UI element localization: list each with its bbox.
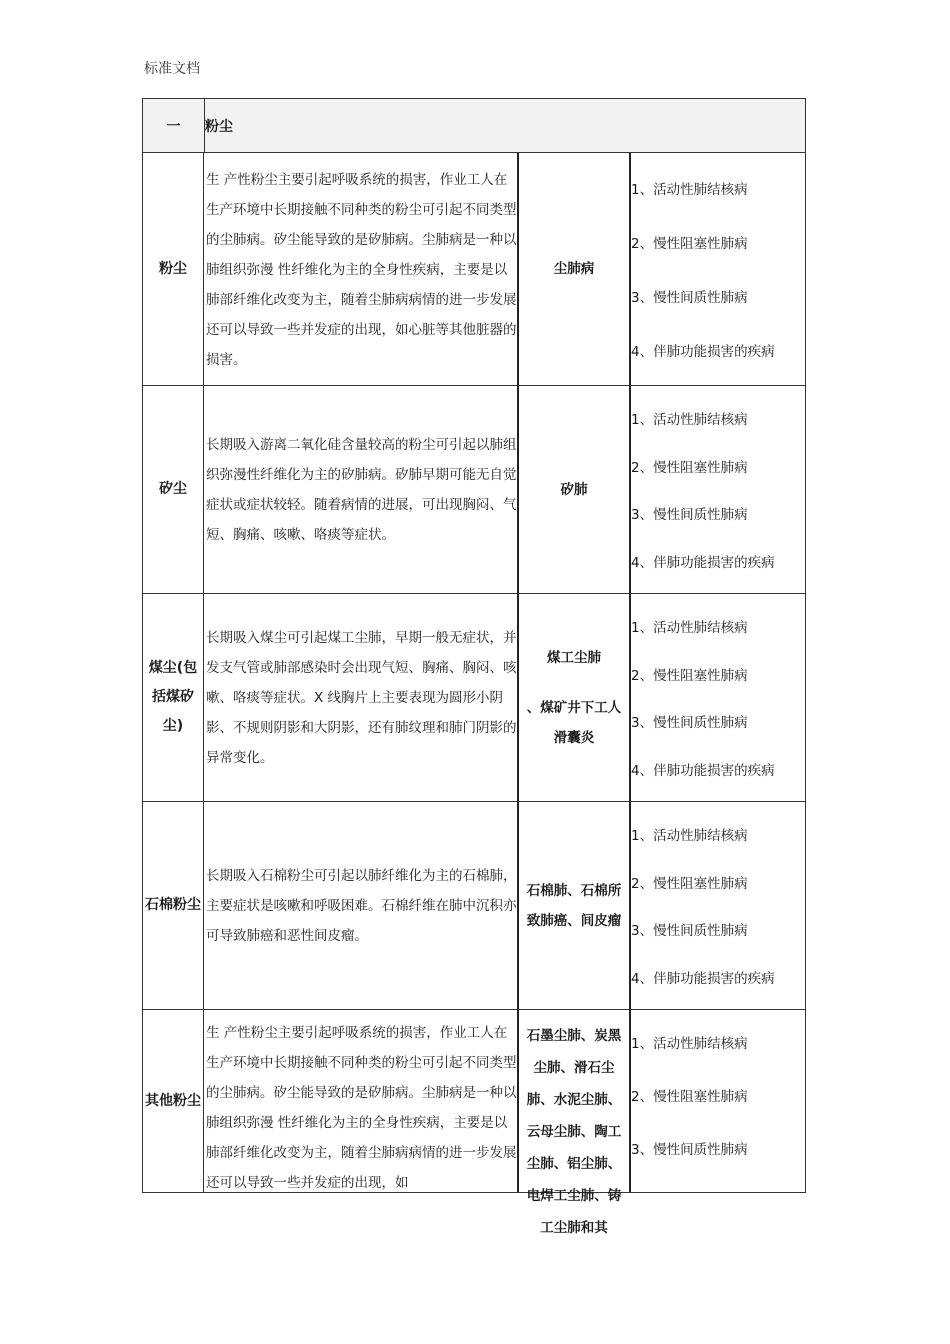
disease-name bbox=[519, 1010, 631, 1236]
disease-label: 矽肺 bbox=[560, 481, 588, 498]
table-row bbox=[142, 153, 806, 386]
list-item: 4、伴肺功能损害的疾病 bbox=[631, 555, 775, 572]
disease-label: 煤工尘肺 bbox=[547, 649, 601, 666]
hazard-description: 长期吸入石棉粉尘可引起以肺纤维化为主的石棉肺，主要症状是咳嗽和呼吸困难。石棉纤维在肺中沉积亦可导致肺癌和恶性间皮瘤。 bbox=[204, 802, 519, 1009]
contraindication-list bbox=[631, 802, 805, 1009]
disease-name bbox=[519, 153, 631, 385]
section-number: 一 bbox=[143, 99, 205, 152]
hazard-name: 矽尘 bbox=[143, 386, 204, 593]
contraindication-list bbox=[631, 1010, 805, 1192]
list-item: 3、慢性间质性肺病 bbox=[631, 923, 748, 940]
list-item: 1、活动性肺结核病 bbox=[631, 1036, 748, 1052]
hazard-description: 长期吸入游离二氧化硅含量较高的粉尘可引起以肺组织弥漫性纤维化为主的矽肺病。矽肺早期可能无自觉症状或症状较轻。随着病情的进展，可出现胸闷、气短、胸痛、咳嗽、咯痰等症状。 bbox=[204, 386, 519, 593]
table-row bbox=[142, 594, 806, 802]
list-item: 2、慢性阻塞性肺病 bbox=[631, 875, 748, 892]
list-item: 2、慢性阻塞性肺病 bbox=[631, 236, 748, 252]
hazard-description: 生 产性粉尘主要引起呼吸系统的损害，作业工人在生产环境中长期接触不同种类的粉尘可引起不同类型的尘肺病。矽尘能导致的是矽肺病。尘肺病是一种以肺组织弥漫 性纤维化为主的全身性疾病，主要是以肺部纤维化改变为主，随着尘肺病病情的进一步发展还可以导致一些并发症的出现，如 bbox=[204, 1010, 519, 1192]
table-row bbox=[142, 1010, 806, 1236]
section-header-row bbox=[142, 98, 806, 153]
hazard-name: 其他粉尘 bbox=[143, 1010, 204, 1192]
contraindication-list bbox=[631, 153, 805, 385]
disease-name bbox=[519, 386, 631, 593]
list-item: 1、活动性肺结核病 bbox=[631, 182, 748, 198]
list-item: 1、活动性肺结核病 bbox=[631, 619, 748, 636]
list-item: 4、伴肺功能损害的疾病 bbox=[631, 971, 775, 988]
disease-label: 石墨尘肺、炭黑尘肺、滑石尘肺、水泥尘肺、云母尘肺、陶工尘肺、铝尘肺、电焊工尘肺、铸工尘肺和其 bbox=[526, 1028, 622, 1236]
disease-name bbox=[519, 594, 631, 801]
disease-label: 石棉肺、石棉所致肺癌、间皮瘤 bbox=[526, 882, 622, 929]
disease-label-secondary: 、煤矿井下工人滑囊炎 bbox=[526, 699, 622, 746]
list-item: 2、慢性阻塞性肺病 bbox=[631, 459, 748, 476]
hazard-name: 粉尘 bbox=[143, 153, 204, 385]
contraindication-list bbox=[631, 386, 805, 593]
list-item: 1、活动性肺结核病 bbox=[631, 827, 748, 844]
list-item: 2、慢性阻塞性肺病 bbox=[631, 1089, 748, 1105]
list-item: 4、伴肺功能损害的疾病 bbox=[631, 763, 775, 780]
hazard-table bbox=[142, 98, 806, 1236]
list-item: 3、慢性间质性肺病 bbox=[631, 715, 748, 732]
contraindication-list bbox=[631, 594, 805, 801]
hazard-description: 生 产性粉尘主要引起呼吸系统的损害，作业工人在生产环境中长期接触不同种类的粉尘可引起不同类型的尘肺病。矽尘能导致的是矽肺病。尘肺病是一种以肺组织弥漫 性纤维化为主的全身性疾病，主要是以肺部纤维化改变为主，随着尘肺病病情的进一步发展还可以导致一些并发症的出现，如心脏等其他脏器的损害。 bbox=[204, 153, 519, 385]
disease-name bbox=[519, 802, 631, 1009]
table-row bbox=[142, 802, 806, 1010]
list-item: 3、慢性间质性肺病 bbox=[631, 507, 748, 524]
table-row bbox=[142, 386, 806, 594]
disease-label: 尘肺病 bbox=[553, 261, 595, 277]
list-item: 4、伴肺功能损害的疾病 bbox=[631, 344, 775, 360]
list-item: 2、慢性阻塞性肺病 bbox=[631, 667, 748, 684]
list-item: 3、慢性间质性肺病 bbox=[631, 290, 748, 306]
hazard-description: 长期吸入煤尘可引起煤工尘肺，早期一般无症状，并发支气管或肺部感染时会出现气短、胸痛、胸闷、咳嗽、咯痰等症状。X 线胸片上主要表现为圆形小阴影、不规则阴影和大阴影，还有肺纹理和肺门阴影的异常变化。 bbox=[204, 594, 519, 801]
hazard-name: 石棉粉尘 bbox=[143, 802, 204, 1009]
section-title: 粉尘 bbox=[205, 118, 233, 135]
list-item: 3、慢性间质性肺病 bbox=[631, 1142, 748, 1158]
hazard-name: 煤尘(包括煤矽尘) bbox=[143, 594, 204, 801]
document-header: 标准文档 bbox=[144, 61, 200, 77]
list-item: 1、活动性肺结核病 bbox=[631, 411, 748, 428]
